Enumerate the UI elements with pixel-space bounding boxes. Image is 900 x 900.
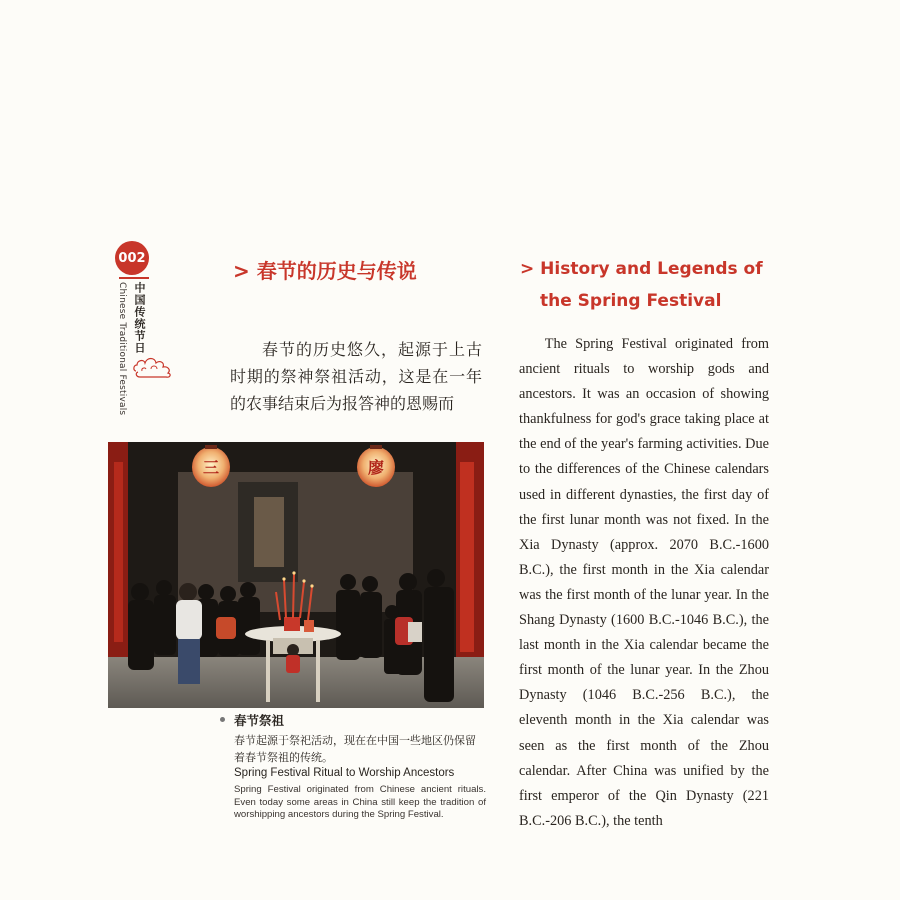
auspicious-cloud-icon bbox=[132, 354, 174, 380]
section-heading-english bbox=[520, 253, 780, 317]
caption-title-chinese: 春节祭祖 bbox=[234, 713, 285, 728]
ancestor-ritual-photo bbox=[108, 442, 484, 708]
body-text-english: The Spring Festival originated from ancient rituals to worship gods and ancestors. It was an occasion of showing thankfulness for god's grace taking place at the end of the year's farming activities. Due to the differences of the Chinese calendars used in different dynasties, the first day of the first lunar month was not fixed. In the Xia Dynasty (approx. 2070 B.C.-1600 B.C.), the first month in the Xia calendar was the first month of the lunar year. In the Shang Dynasty (1600 B.C.-1046 B.C.), the last month in the Xia calendar became the first month of the lunar year. In the Zhou Dynasty (1046 B.C.-256 B.C.), the eleventh month in the Xia calendar was seen as the first month of the Zhou calendar. After China was unified by the first emperor of the Qin Dynasty (221 B.C.-206 B.C.), the tenth bbox=[519, 336, 769, 829]
running-header-english: Chinese Traditional Festivals bbox=[117, 282, 127, 416]
lantern-left-character: 三 bbox=[202, 458, 220, 477]
section-heading-chinese: > 春节的历史与传说 bbox=[233, 259, 417, 283]
caption-title-english: Spring Festival Ritual to Worship Ancestors bbox=[234, 767, 455, 779]
lantern-right-character: 廖 bbox=[367, 458, 385, 477]
caption-text-english: Spring Festival originated from Chinese ancient rituals. Even today some areas in China still keep the tradition of worshipping ancestors during the Spring Festival. bbox=[234, 784, 486, 820]
heading-english-line1: > History and Legends of bbox=[520, 259, 763, 279]
running-header-chinese: 中国传统节日 bbox=[133, 282, 146, 354]
caption-bullet bbox=[220, 717, 225, 722]
heading-english-line2: the Spring Festival bbox=[540, 291, 722, 311]
caption-text-chinese: 春节起源于祭祀活动，现在在中国一些地区仍保留着春节祭祖的传统。 bbox=[234, 734, 476, 764]
body-text-chinese: 春节的历史悠久，起源于上古时期的祭神祭祖活动，这是在一年的农事结束后为报答神的恩赐而 bbox=[230, 340, 482, 413]
header-rule bbox=[119, 277, 149, 279]
page-number-badge: 002 bbox=[115, 241, 149, 275]
